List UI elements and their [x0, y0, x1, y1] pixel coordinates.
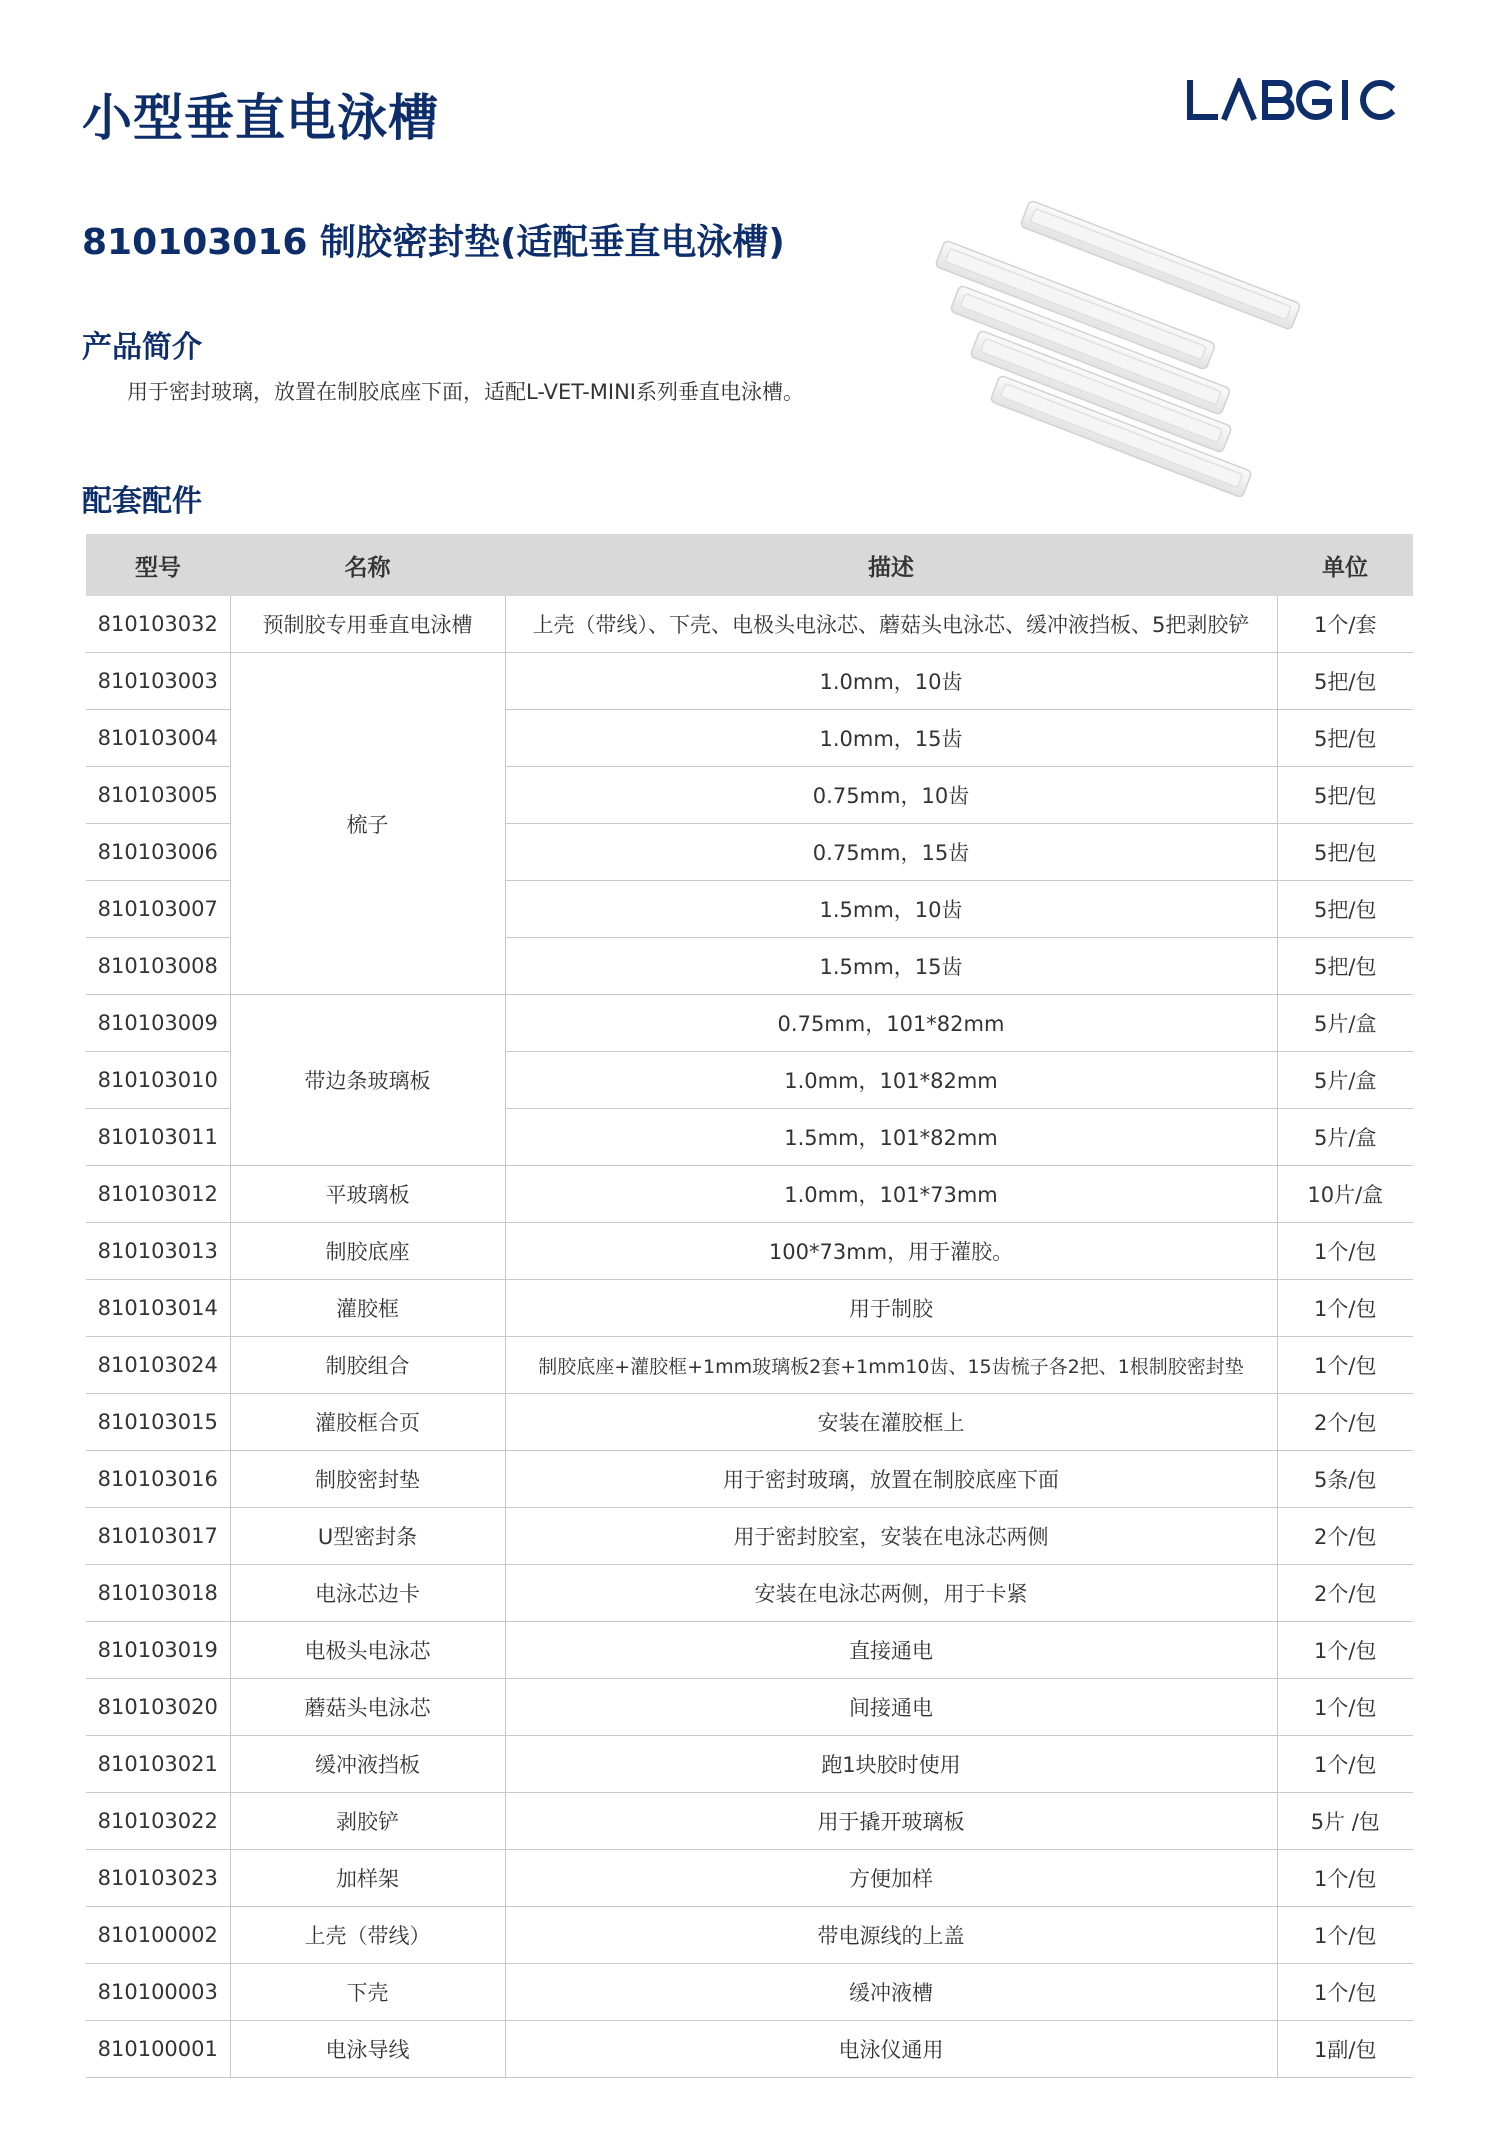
cell-model: 810103023	[86, 1850, 230, 1907]
cell-description: 1.0mm，101*73mm	[505, 1166, 1277, 1223]
labgic-logo	[1185, 78, 1415, 122]
table-row	[86, 1850, 1413, 1907]
column-header-description: 描述	[505, 534, 1277, 596]
cell-unit: 5条/包	[1277, 1451, 1413, 1508]
cell-model: 810103005	[86, 767, 230, 824]
table-row	[86, 1451, 1413, 1508]
cell-model: 810103016	[86, 1451, 230, 1508]
cell-description: 方便加样	[505, 1850, 1277, 1907]
cell-model: 810103011	[86, 1109, 230, 1166]
cell-unit: 5把/包	[1277, 653, 1413, 710]
cell-unit: 1个/包	[1277, 1850, 1413, 1907]
cell-unit: 1个/包	[1277, 1337, 1413, 1394]
cell-unit: 5片/盒	[1277, 995, 1413, 1052]
cell-unit: 5把/包	[1277, 938, 1413, 995]
cell-unit: 5把/包	[1277, 767, 1413, 824]
table-row	[86, 1166, 1413, 1223]
cell-model: 810103032	[86, 596, 230, 653]
table-row	[86, 995, 1413, 1052]
cell-unit: 1个/包	[1277, 1679, 1413, 1736]
cell-description: 制胶底座+灌胶框+1mm玻璃板2套+1mm10齿、15齿梳子各2把、1根制胶密封垫	[505, 1337, 1277, 1394]
table-row	[86, 653, 1413, 710]
cell-model: 810103019	[86, 1622, 230, 1679]
cell-description: 用于制胶	[505, 1280, 1277, 1337]
cell-name: 预制胶专用垂直电泳槽	[230, 596, 505, 653]
cell-unit: 5片/盒	[1277, 1109, 1413, 1166]
cell-unit: 2个/包	[1277, 1565, 1413, 1622]
table-row	[86, 1508, 1413, 1565]
table-row	[86, 596, 1413, 653]
cell-model: 810100003	[86, 1964, 230, 2021]
cell-description: 带电源线的上盖	[505, 1907, 1277, 1964]
table-row	[86, 1223, 1413, 1280]
cell-description: 间接通电	[505, 1679, 1277, 1736]
table-row	[86, 1622, 1413, 1679]
cell-name: 蘑菇头电泳芯	[230, 1679, 505, 1736]
cell-unit: 1个/套	[1277, 596, 1413, 653]
cell-description: 100*73mm，用于灌胶。	[505, 1223, 1277, 1280]
cell-description: 用于撬开玻璃板	[505, 1793, 1277, 1850]
cell-name: 制胶密封垫	[230, 1451, 505, 1508]
cell-model: 810103020	[86, 1679, 230, 1736]
cell-name: 平玻璃板	[230, 1166, 505, 1223]
cell-model: 810103021	[86, 1736, 230, 1793]
cell-unit: 1个/包	[1277, 1280, 1413, 1337]
cell-description: 1.0mm，10齿	[505, 653, 1277, 710]
cell-unit: 2个/包	[1277, 1508, 1413, 1565]
table-row	[86, 2021, 1413, 2078]
cell-description: 用于密封胶室，安装在电泳芯两侧	[505, 1508, 1277, 1565]
column-header-unit: 单位	[1277, 534, 1413, 596]
cell-unit: 1个/包	[1277, 1223, 1413, 1280]
intro-text: 用于密封玻璃，放置在制胶底座下面，适配L-VET-MINI系列垂直电泳槽。	[127, 380, 805, 404]
cell-model: 810103003	[86, 653, 230, 710]
cell-unit: 10片/盒	[1277, 1166, 1413, 1223]
cell-description: 直接通电	[505, 1622, 1277, 1679]
cell-description: 1.5mm，15齿	[505, 938, 1277, 995]
cell-model: 810103022	[86, 1793, 230, 1850]
cell-description: 跑1块胶时使用	[505, 1736, 1277, 1793]
cell-unit: 1个/包	[1277, 1907, 1413, 1964]
cell-model: 810103015	[86, 1394, 230, 1451]
cell-name: 缓冲液挡板	[230, 1736, 505, 1793]
intro-heading: 产品简介	[82, 330, 202, 365]
cell-model: 810103014	[86, 1280, 230, 1337]
sealing-gasket-image	[930, 170, 1310, 510]
cell-model: 810103017	[86, 1508, 230, 1565]
cell-unit: 5片 /包	[1277, 1793, 1413, 1850]
cell-description: 1.0mm，101*82mm	[505, 1052, 1277, 1109]
product-title: 810103016 制胶密封垫(适配垂直电泳槽)	[82, 222, 785, 263]
cell-unit: 5把/包	[1277, 710, 1413, 767]
cell-model: 810103024	[86, 1337, 230, 1394]
cell-unit: 1副/包	[1277, 2021, 1413, 2078]
table-row	[86, 1394, 1413, 1451]
cell-name: U型密封条	[230, 1508, 505, 1565]
cell-description: 电泳仪通用	[505, 2021, 1277, 2078]
cell-model: 810103012	[86, 1166, 230, 1223]
cell-model: 810100002	[86, 1907, 230, 1964]
cell-description: 0.75mm，101*82mm	[505, 995, 1277, 1052]
cell-model: 810103006	[86, 824, 230, 881]
cell-name: 制胶底座	[230, 1223, 505, 1280]
cell-name: 电极头电泳芯	[230, 1622, 505, 1679]
table-row	[86, 1280, 1413, 1337]
cell-unit: 5把/包	[1277, 824, 1413, 881]
table-row	[86, 1964, 1413, 2021]
page-title: 小型垂直电泳槽	[82, 89, 439, 147]
column-header-name: 名称	[230, 534, 505, 596]
cell-description: 1.5mm，101*82mm	[505, 1109, 1277, 1166]
cell-description: 0.75mm，10齿	[505, 767, 1277, 824]
table-row	[86, 1793, 1413, 1850]
cell-name: 加样架	[230, 1850, 505, 1907]
cell-description: 1.0mm，15齿	[505, 710, 1277, 767]
column-header-model: 型号	[86, 534, 230, 596]
cell-name: 剥胶铲	[230, 1793, 505, 1850]
cell-description: 用于密封玻璃，放置在制胶底座下面	[505, 1451, 1277, 1508]
cell-description: 安装在电泳芯两侧，用于卡紧	[505, 1565, 1277, 1622]
cell-unit: 1个/包	[1277, 1622, 1413, 1679]
cell-description: 1.5mm，10齿	[505, 881, 1277, 938]
cell-unit: 1个/包	[1277, 1736, 1413, 1793]
accessories-heading: 配套配件	[82, 484, 202, 519]
cell-description: 安装在灌胶框上	[505, 1394, 1277, 1451]
cell-model: 810103018	[86, 1565, 230, 1622]
cell-name: 上壳（带线）	[230, 1907, 505, 1964]
cell-description: 0.75mm，15齿	[505, 824, 1277, 881]
cell-name: 灌胶框	[230, 1280, 505, 1337]
cell-model: 810103009	[86, 995, 230, 1052]
accessories-table	[86, 534, 1413, 2078]
cell-model: 810103013	[86, 1223, 230, 1280]
cell-description: 上壳（带线）、下壳、电极头电泳芯、蘑菇头电泳芯、缓冲液挡板、5把剥胶铲	[505, 596, 1277, 653]
cell-name: 梳子	[230, 653, 505, 995]
cell-name: 带边条玻璃板	[230, 995, 505, 1166]
cell-unit: 5把/包	[1277, 881, 1413, 938]
cell-name: 制胶组合	[230, 1337, 505, 1394]
cell-unit: 2个/包	[1277, 1394, 1413, 1451]
cell-unit: 1个/包	[1277, 1964, 1413, 2021]
table-row	[86, 1736, 1413, 1793]
cell-model: 810100001	[86, 2021, 230, 2078]
table-header-row	[86, 534, 1413, 596]
table-row	[86, 1907, 1413, 1964]
table-row	[86, 1565, 1413, 1622]
table-row	[86, 1679, 1413, 1736]
cell-model: 810103007	[86, 881, 230, 938]
cell-model: 810103010	[86, 1052, 230, 1109]
cell-name: 灌胶框合页	[230, 1394, 505, 1451]
cell-unit: 5片/盒	[1277, 1052, 1413, 1109]
cell-model: 810103004	[86, 710, 230, 767]
cell-name: 电泳芯边卡	[230, 1565, 505, 1622]
cell-name: 电泳导线	[230, 2021, 505, 2078]
cell-model: 810103008	[86, 938, 230, 995]
table-row	[86, 1337, 1413, 1394]
cell-description: 缓冲液槽	[505, 1964, 1277, 2021]
cell-name: 下壳	[230, 1964, 505, 2021]
